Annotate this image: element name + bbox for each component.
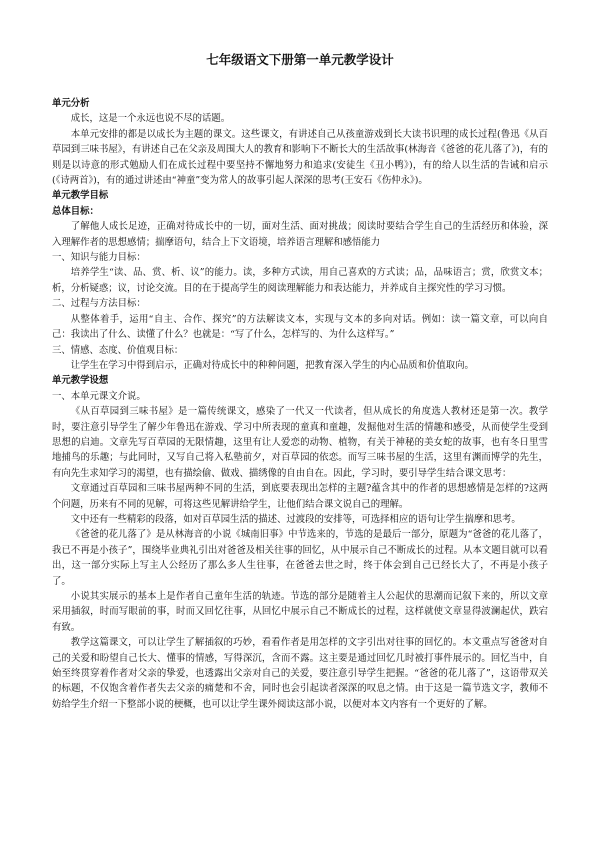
subheading-values-goals: 三、情感、态度、价值观目标： (52, 344, 184, 356)
paragraph: 让学生在学习中得到启示，正确对待成长中的种种问题，把教育深入学生的内心品质和价值取向。 (70, 359, 474, 371)
subheading-knowledge-goals: 一、知识与能力目标： (52, 252, 146, 264)
paragraph: 培养学生“读、品、赏、析、议”的能力。读，多种方式读，用自己喜欢的方式读；品，品味语言；赏，欣赏文本；析，分析疑惑；议，讨论交流。目的在于提高学生的阅读理解能力和表达能力，并养成自主探究性的学习习惯。 (52, 267, 548, 294)
section-teaching-plan (52, 373, 548, 712)
paragraph: 成长，这是一个永远也说不尽的话题。 (70, 113, 231, 125)
paragraph: 《爸爸的花儿落了》是从林海音的小说《城南旧事》中节选来的，节选的是最后一部分，原题为“爸爸的花儿落了，我已不再是小孩子”，围绕毕业典礼引出对爸爸及相关往事的回忆，从中展示自己不断成长的过程。从本文题目就可以看出，这一部分实际上写主人公经历了那么多人生往事，在爸爸去世之时，终于体会到自己已经长大了，不再是小孩子了。 (52, 529, 548, 587)
paragraph: 教学这篇课文，可以让学生了解插叙的巧妙，看看作者是用怎样的文字引出对往事的回忆的。本文重点写爸爸对自己的关爱和盼望自己长大、懂事的情感，写得深沉，含而不露。这主要是通过回忆几时被打事件展示的。回忆当中，自始至终贯穿着作者对父亲的挚爱，也透露出父亲对自己的关爱，要注意引导学生把握。“爸爸的花儿落了”，这语带双关的标题，不仅饱含着作者失去父亲的痛楚和不舍，同时也会引起读者深深的叹息之情。由于这是一篇节选文字，教师不妨给学生介绍一下整部小说的梗概，也可以让学生课外阅读这部小说，以便对本文内容有一个更好的了解。 (52, 637, 548, 710)
paragraph: 本单元安排的都是以成长为主题的课文。这些课文，有讲述自己从孩童游戏到长大读书识理的成长过程(鲁迅《从百草园到三味书屋》，有讲述自己在父亲及周围大人的教育和影响下不断长大的生活故事(林海音《爸爸的花儿落了》)，有的则是以诗意的形式勉励人们在成长过程中要坚持不懈地努力和追求(安徒生《丑小鸭》)，有的给人以生活的告诫和启示(《诗两首》)，有的通过讲述由“神童”变为常人的故事引起人深深的思考(王安石《伤仲永》)。 (52, 128, 548, 187)
page-title: 七年级语文下册第一单元教学设计 (206, 52, 394, 67)
section-heading-teaching-plan: 单元教学设想 (52, 375, 109, 387)
paragraph: 从整体着手，运用“自主、合作、探究”的方法解读文本，实现与文本的多向对话。例如：读一篇文章，可以向自己：我读出了什么、读懂了什么？也就是：“写了什么，怎样写的、为什么这样写。” (52, 313, 548, 341)
paragraph: 小说其实展示的基本上是作者自己童年生活的轨迹。节选的部分是随着主人公起伏的思潮而记叙下来的，所以文章采用插叙，时而写眼前的事，时而又回忆往事，从回忆中展示自己不断成长的过程，这样就使文章显得波澜起伏，跌宕有致。 (52, 591, 548, 633)
subheading-text-intro: 一、本单元课文介说。 (52, 390, 146, 402)
paragraph: 了解他人成长足迹，正确对待成长中的一切，面对生活、面对挑战；阅读时要结合学生自己的生活经历和体验，深入理解作者的思想感情；揣摩语句，结合上下文语境，培养语言理解和感悟能力 (52, 221, 548, 248)
section-teaching-goals (52, 188, 548, 373)
section-heading-teaching-goals: 单元教学目标 (52, 190, 109, 202)
paragraph: 文章通过百草园和三味书屋两种不同的生活，到底要表现出怎样的主题?蕴含其中的作者的思想感情是怎样的?这两个问题，历来有不同的见解，可将这些见解讲给学生，让他们结合课文说自己的理解。 (52, 483, 548, 510)
section-unit-analysis (52, 96, 548, 188)
paragraph: 《从百草园到三味书屋》是一篇传统课文，感染了一代又一代读者，但从成长的角度选人教材还是第一次。教学时，要注意引导学生了解少年鲁迅在游戏、学习中所表现的童真和童趣，发掘他对生活的情趣和感受，从而使学生受到思想的启迪。文章先写百草园的无限情趣，这里有让人爱恋的动物、植物，有关于神秘的美女蛇的故事，也有冬日里雪地捕鸟的乐趣；与此同时，又写自己将入私塾前夕，对百草园的依恋。而写三味书屋的生活，这里有渊而博学的先生，有向先生求知学习的渴望，也有描绘偷、做戏、描绣像的自由自在。因此，学习时，要引导学生结合课文思考： (52, 406, 548, 479)
subheading-overall-goals: 总体目标： (52, 205, 99, 217)
subheading-process-goals: 二、过程与方法目标： (52, 298, 146, 310)
section-heading-unit-analysis: 单元分析 (52, 98, 90, 109)
paragraph: 文中还有一些精彩的段落，如对百草园生活的描述、过渡段的安排等，可选择相应的语句让学生揣摩和思考。 (70, 513, 521, 525)
